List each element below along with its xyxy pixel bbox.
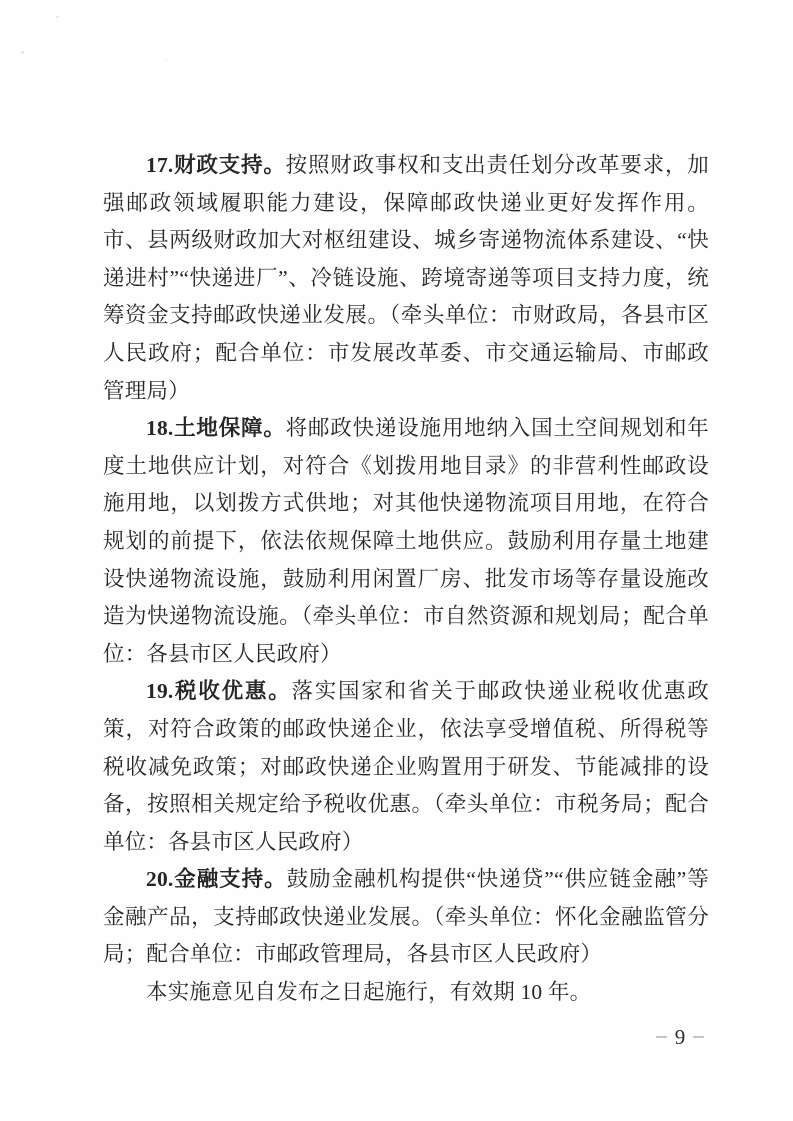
paragraph-19 — [103, 673, 709, 861]
scan-speck — [56, 16, 59, 18]
paragraph-18 — [103, 410, 709, 673]
scan-speck — [21, 51, 24, 54]
paragraph-17-heading: 17.财政支持。 — [146, 153, 286, 177]
paragraph-19-heading: 19.税收优惠。 — [146, 679, 292, 704]
paragraph-17-text: 按照财政事权和支出责任划分改革要求，加强邮政领域履职能力建设，保障邮政快递业更好发挥作用。市、县两级财政加大对枢纽建设、城乡寄递物流体系建设、“快递进村”“快递进厂”、冷链设施、跨境寄递等项目支持力度，统筹资金支持邮政快递业发展。（牵头单位：市财政局，各县市区人民政府；配合单位：市发展改革委、市交通运输局、市邮政管理局） — [103, 153, 709, 403]
paragraph-20-heading: 20.金融支持。 — [146, 867, 287, 892]
closing-statement: 本实施意见自发布之日起施行，有效期 10 年。 — [146, 980, 592, 1005]
paragraph-19-text: 落实国家和省关于邮政快递业税收优惠政策，对符合政策的邮政快递企业，依法享受增值税、所得税等税收减免政策；对邮政快递企业购置用于研发、节能减排的设备，按照相关规定给予税收优惠。（牵头单位：市税务局；配合单位：各县市区人民政府） — [103, 679, 709, 854]
page-number-value: 9 — [674, 1025, 686, 1049]
paragraph-18-heading: 18.土地保障。 — [146, 416, 286, 441]
scan-speck — [165, 59, 167, 61]
paragraph-20-text: 鼓励金融机构提供“快递贷”“供应链金融”等金融产品，支持邮政快递业发展。（牵头单位：怀化金融监管分局；配合单位：市邮政管理局，各县市区人民政府） — [103, 867, 709, 967]
paragraph-20 — [103, 861, 709, 974]
page-number — [638, 1024, 722, 1050]
paragraph-18-text: 将邮政快递设施用地纳入国土空间规划和年度土地供应计划，对符合《划拨用地目录》的非营利性邮政设施用地，以划拨方式供地；对其他快递物流项目用地，在符合规划的前提下，依法依规保障土地供应。鼓励利用存量土地建设快递物流设施，鼓励利用闲置厂房、批发市场等存量设施改造为快递物流设施。（牵头单位：市自然资源和规划局；配合单位：各县市区人民政府） — [103, 416, 709, 666]
page-number-dash-left: – — [656, 1023, 667, 1047]
page-number-dash-right: – — [693, 1023, 704, 1047]
paragraph-17 — [103, 147, 709, 410]
document-body — [103, 147, 709, 1012]
